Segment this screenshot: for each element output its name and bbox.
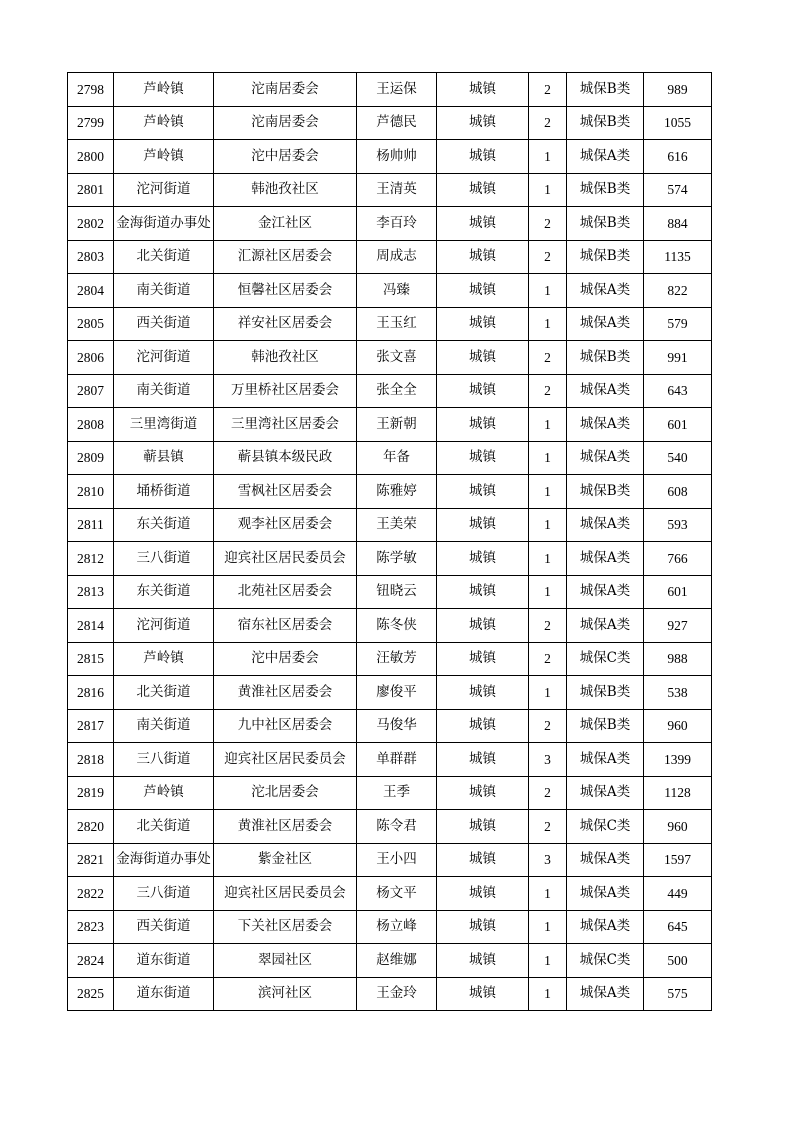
area-type-cell: 城镇	[437, 240, 529, 274]
household-size-cell: 3	[529, 843, 567, 877]
serial-number-cell: 2802	[68, 207, 114, 241]
category-cell: 城保A类	[567, 776, 644, 810]
table-body	[68, 73, 712, 1011]
serial-number-cell: 2819	[68, 776, 114, 810]
serial-number-cell: 2800	[68, 140, 114, 174]
category-cell: 城保A类	[567, 441, 644, 475]
serial-number-cell: 2824	[68, 944, 114, 978]
category-cell: 城保B类	[567, 73, 644, 107]
amount-cell: 579	[644, 307, 712, 341]
category-cell: 城保A类	[567, 743, 644, 777]
serial-number-cell: 2816	[68, 676, 114, 710]
town-cell: 北关街道	[114, 240, 214, 274]
community-cell: 北苑社区居委会	[214, 575, 357, 609]
serial-number-cell: 2820	[68, 810, 114, 844]
table-row	[68, 542, 712, 576]
community-cell: 恒馨社区居委会	[214, 274, 357, 308]
table-row	[68, 73, 712, 107]
category-cell: 城保B类	[567, 106, 644, 140]
household-size-cell: 2	[529, 609, 567, 643]
community-cell: 金江社区	[214, 207, 357, 241]
area-type-cell: 城镇	[437, 140, 529, 174]
household-size-cell: 1	[529, 508, 567, 542]
community-cell: 三里湾社区居委会	[214, 408, 357, 442]
table-row	[68, 374, 712, 408]
serial-number-cell: 2823	[68, 910, 114, 944]
serial-number-cell: 2805	[68, 307, 114, 341]
serial-number-cell: 2821	[68, 843, 114, 877]
name-cell: 王美荣	[357, 508, 437, 542]
household-size-cell: 1	[529, 408, 567, 442]
amount-cell: 1597	[644, 843, 712, 877]
name-cell: 年备	[357, 441, 437, 475]
name-cell: 陈冬侠	[357, 609, 437, 643]
table-row	[68, 977, 712, 1011]
household-size-cell: 2	[529, 207, 567, 241]
town-cell: 南关街道	[114, 709, 214, 743]
area-type-cell: 城镇	[437, 508, 529, 542]
household-size-cell: 1	[529, 910, 567, 944]
amount-cell: 991	[644, 341, 712, 375]
category-cell: 城保A类	[567, 307, 644, 341]
name-cell: 王清英	[357, 173, 437, 207]
amount-cell: 601	[644, 575, 712, 609]
name-cell: 汪敏芳	[357, 642, 437, 676]
household-size-cell: 2	[529, 73, 567, 107]
amount-cell: 575	[644, 977, 712, 1011]
household-size-cell: 1	[529, 441, 567, 475]
area-type-cell: 城镇	[437, 877, 529, 911]
community-cell: 迎宾社区居民委员会	[214, 743, 357, 777]
town-cell: 东关街道	[114, 575, 214, 609]
table-row	[68, 173, 712, 207]
category-cell: 城保C类	[567, 810, 644, 844]
category-cell: 城保B类	[567, 676, 644, 710]
serial-number-cell: 2798	[68, 73, 114, 107]
area-type-cell: 城镇	[437, 106, 529, 140]
town-cell: 东关街道	[114, 508, 214, 542]
area-type-cell: 城镇	[437, 609, 529, 643]
town-cell: 道东街道	[114, 977, 214, 1011]
serial-number-cell: 2811	[68, 508, 114, 542]
area-type-cell: 城镇	[437, 843, 529, 877]
household-size-cell: 3	[529, 743, 567, 777]
community-cell: 黄淮社区居委会	[214, 676, 357, 710]
area-type-cell: 城镇	[437, 910, 529, 944]
name-cell: 王金玲	[357, 977, 437, 1011]
town-cell: 金海街道办事处	[114, 207, 214, 241]
name-cell: 钮晓云	[357, 575, 437, 609]
town-cell: 埇桥街道	[114, 475, 214, 509]
table-row	[68, 575, 712, 609]
name-cell: 王新朝	[357, 408, 437, 442]
amount-cell: 927	[644, 609, 712, 643]
name-cell: 杨立峰	[357, 910, 437, 944]
amount-cell: 643	[644, 374, 712, 408]
town-cell: 三里湾街道	[114, 408, 214, 442]
table-row	[68, 944, 712, 978]
household-size-cell: 2	[529, 106, 567, 140]
category-cell: 城保B类	[567, 240, 644, 274]
name-cell: 王玉红	[357, 307, 437, 341]
table-row	[68, 776, 712, 810]
category-cell: 城保B类	[567, 475, 644, 509]
community-cell: 汇源社区居委会	[214, 240, 357, 274]
serial-number-cell: 2814	[68, 609, 114, 643]
amount-cell: 960	[644, 810, 712, 844]
table-row	[68, 240, 712, 274]
town-cell: 南关街道	[114, 274, 214, 308]
amount-cell: 1128	[644, 776, 712, 810]
community-cell: 沱南居委会	[214, 106, 357, 140]
serial-number-cell: 2818	[68, 743, 114, 777]
community-cell: 下关社区居委会	[214, 910, 357, 944]
town-cell: 西关街道	[114, 307, 214, 341]
area-type-cell: 城镇	[437, 776, 529, 810]
amount-cell: 822	[644, 274, 712, 308]
town-cell: 北关街道	[114, 810, 214, 844]
name-cell: 王运保	[357, 73, 437, 107]
table-row	[68, 910, 712, 944]
area-type-cell: 城镇	[437, 207, 529, 241]
area-type-cell: 城镇	[437, 542, 529, 576]
amount-cell: 540	[644, 441, 712, 475]
table-row	[68, 441, 712, 475]
community-cell: 沱中居委会	[214, 642, 357, 676]
town-cell: 沱河街道	[114, 173, 214, 207]
category-cell: 城保C类	[567, 944, 644, 978]
household-size-cell: 1	[529, 575, 567, 609]
town-cell: 芦岭镇	[114, 776, 214, 810]
table-row	[68, 810, 712, 844]
town-cell: 三八街道	[114, 877, 214, 911]
name-cell: 张全全	[357, 374, 437, 408]
community-cell: 雪枫社区居委会	[214, 475, 357, 509]
area-type-cell: 城镇	[437, 944, 529, 978]
category-cell: 城保A类	[567, 910, 644, 944]
town-cell: 芦岭镇	[114, 642, 214, 676]
table-row	[68, 743, 712, 777]
town-cell: 西关街道	[114, 910, 214, 944]
community-cell: 沱南居委会	[214, 73, 357, 107]
table-row	[68, 709, 712, 743]
area-type-cell: 城镇	[437, 642, 529, 676]
table-row	[68, 877, 712, 911]
community-cell: 沱北居委会	[214, 776, 357, 810]
amount-cell: 449	[644, 877, 712, 911]
household-size-cell: 2	[529, 642, 567, 676]
community-cell: 沱中居委会	[214, 140, 357, 174]
area-type-cell: 城镇	[437, 408, 529, 442]
area-type-cell: 城镇	[437, 709, 529, 743]
table-row	[68, 508, 712, 542]
household-size-cell: 2	[529, 810, 567, 844]
name-cell: 冯臻	[357, 274, 437, 308]
category-cell: 城保A类	[567, 508, 644, 542]
area-type-cell: 城镇	[437, 341, 529, 375]
serial-number-cell: 2815	[68, 642, 114, 676]
household-size-cell: 1	[529, 542, 567, 576]
category-cell: 城保A类	[567, 274, 644, 308]
table-row	[68, 676, 712, 710]
area-type-cell: 城镇	[437, 743, 529, 777]
amount-cell: 538	[644, 676, 712, 710]
category-cell: 城保A类	[567, 877, 644, 911]
community-cell: 黄淮社区居委会	[214, 810, 357, 844]
amount-cell: 616	[644, 140, 712, 174]
area-type-cell: 城镇	[437, 307, 529, 341]
household-size-cell: 1	[529, 877, 567, 911]
town-cell: 北关街道	[114, 676, 214, 710]
category-cell: 城保A类	[567, 408, 644, 442]
table-row	[68, 341, 712, 375]
amount-cell: 989	[644, 73, 712, 107]
table-row	[68, 408, 712, 442]
community-cell: 紫金社区	[214, 843, 357, 877]
household-size-cell: 2	[529, 240, 567, 274]
name-cell: 芦德民	[357, 106, 437, 140]
household-size-cell: 1	[529, 140, 567, 174]
community-cell: 迎宾社区居民委员会	[214, 877, 357, 911]
serial-number-cell: 2822	[68, 877, 114, 911]
household-size-cell: 1	[529, 944, 567, 978]
town-cell: 三八街道	[114, 542, 214, 576]
name-cell: 陈学敏	[357, 542, 437, 576]
name-cell: 赵维娜	[357, 944, 437, 978]
town-cell: 沱河街道	[114, 341, 214, 375]
name-cell: 陈令君	[357, 810, 437, 844]
table-row	[68, 307, 712, 341]
town-cell: 道东街道	[114, 944, 214, 978]
name-cell: 单群群	[357, 743, 437, 777]
category-cell: 城保A类	[567, 140, 644, 174]
name-cell: 马俊华	[357, 709, 437, 743]
amount-cell: 645	[644, 910, 712, 944]
area-type-cell: 城镇	[437, 810, 529, 844]
household-size-cell: 2	[529, 374, 567, 408]
amount-cell: 766	[644, 542, 712, 576]
category-cell: 城保C类	[567, 642, 644, 676]
amount-cell: 884	[644, 207, 712, 241]
category-cell: 城保A类	[567, 374, 644, 408]
community-cell: 韩池孜社区	[214, 173, 357, 207]
serial-number-cell: 2808	[68, 408, 114, 442]
amount-cell: 960	[644, 709, 712, 743]
town-cell: 南关街道	[114, 374, 214, 408]
serial-number-cell: 2803	[68, 240, 114, 274]
town-cell: 芦岭镇	[114, 140, 214, 174]
household-size-cell: 2	[529, 341, 567, 375]
serial-number-cell: 2804	[68, 274, 114, 308]
area-type-cell: 城镇	[437, 475, 529, 509]
table-row	[68, 843, 712, 877]
name-cell: 王小四	[357, 843, 437, 877]
household-size-cell: 1	[529, 977, 567, 1011]
category-cell: 城保A类	[567, 609, 644, 643]
household-size-cell: 1	[529, 173, 567, 207]
name-cell: 王季	[357, 776, 437, 810]
amount-cell: 988	[644, 642, 712, 676]
table-row	[68, 475, 712, 509]
area-type-cell: 城镇	[437, 173, 529, 207]
town-cell: 芦岭镇	[114, 73, 214, 107]
amount-cell: 608	[644, 475, 712, 509]
serial-number-cell: 2810	[68, 475, 114, 509]
table-row	[68, 106, 712, 140]
amount-cell: 601	[644, 408, 712, 442]
community-cell: 祥安社区居委会	[214, 307, 357, 341]
community-cell: 宿东社区居委会	[214, 609, 357, 643]
table-row	[68, 609, 712, 643]
table-row	[68, 274, 712, 308]
community-cell: 蕲县镇本级民政	[214, 441, 357, 475]
name-cell: 张文喜	[357, 341, 437, 375]
community-cell: 观李社区居委会	[214, 508, 357, 542]
community-cell: 滨河社区	[214, 977, 357, 1011]
area-type-cell: 城镇	[437, 73, 529, 107]
category-cell: 城保B类	[567, 341, 644, 375]
community-cell: 韩池孜社区	[214, 341, 357, 375]
town-cell: 三八街道	[114, 743, 214, 777]
name-cell: 杨帅帅	[357, 140, 437, 174]
name-cell: 陈雅婷	[357, 475, 437, 509]
name-cell: 李百玲	[357, 207, 437, 241]
household-size-cell: 1	[529, 274, 567, 308]
household-size-cell: 2	[529, 709, 567, 743]
area-type-cell: 城镇	[437, 676, 529, 710]
town-cell: 芦岭镇	[114, 106, 214, 140]
household-size-cell: 1	[529, 475, 567, 509]
category-cell: 城保B类	[567, 709, 644, 743]
town-cell: 沱河街道	[114, 609, 214, 643]
category-cell: 城保A类	[567, 542, 644, 576]
category-cell: 城保A类	[567, 843, 644, 877]
data-table	[67, 72, 712, 1011]
category-cell: 城保A类	[567, 575, 644, 609]
town-cell: 金海街道办事处	[114, 843, 214, 877]
amount-cell: 1055	[644, 106, 712, 140]
serial-number-cell: 2806	[68, 341, 114, 375]
serial-number-cell: 2809	[68, 441, 114, 475]
amount-cell: 1135	[644, 240, 712, 274]
serial-number-cell: 2812	[68, 542, 114, 576]
category-cell: 城保B类	[567, 173, 644, 207]
amount-cell: 1399	[644, 743, 712, 777]
area-type-cell: 城镇	[437, 575, 529, 609]
table-row	[68, 207, 712, 241]
area-type-cell: 城镇	[437, 977, 529, 1011]
serial-number-cell: 2813	[68, 575, 114, 609]
serial-number-cell: 2801	[68, 173, 114, 207]
table-row	[68, 140, 712, 174]
name-cell: 周成志	[357, 240, 437, 274]
household-size-cell: 1	[529, 676, 567, 710]
serial-number-cell: 2807	[68, 374, 114, 408]
household-size-cell: 1	[529, 307, 567, 341]
area-type-cell: 城镇	[437, 374, 529, 408]
community-cell: 翠园社区	[214, 944, 357, 978]
category-cell: 城保A类	[567, 977, 644, 1011]
name-cell: 杨文平	[357, 877, 437, 911]
town-cell: 蕲县镇	[114, 441, 214, 475]
area-type-cell: 城镇	[437, 441, 529, 475]
community-cell: 万里桥社区居委会	[214, 374, 357, 408]
serial-number-cell: 2817	[68, 709, 114, 743]
amount-cell: 500	[644, 944, 712, 978]
category-cell: 城保B类	[567, 207, 644, 241]
serial-number-cell: 2825	[68, 977, 114, 1011]
amount-cell: 593	[644, 508, 712, 542]
name-cell: 廖俊平	[357, 676, 437, 710]
area-type-cell: 城镇	[437, 274, 529, 308]
serial-number-cell: 2799	[68, 106, 114, 140]
amount-cell: 574	[644, 173, 712, 207]
community-cell: 迎宾社区居民委员会	[214, 542, 357, 576]
table-row	[68, 642, 712, 676]
household-size-cell: 2	[529, 776, 567, 810]
community-cell: 九中社区居委会	[214, 709, 357, 743]
